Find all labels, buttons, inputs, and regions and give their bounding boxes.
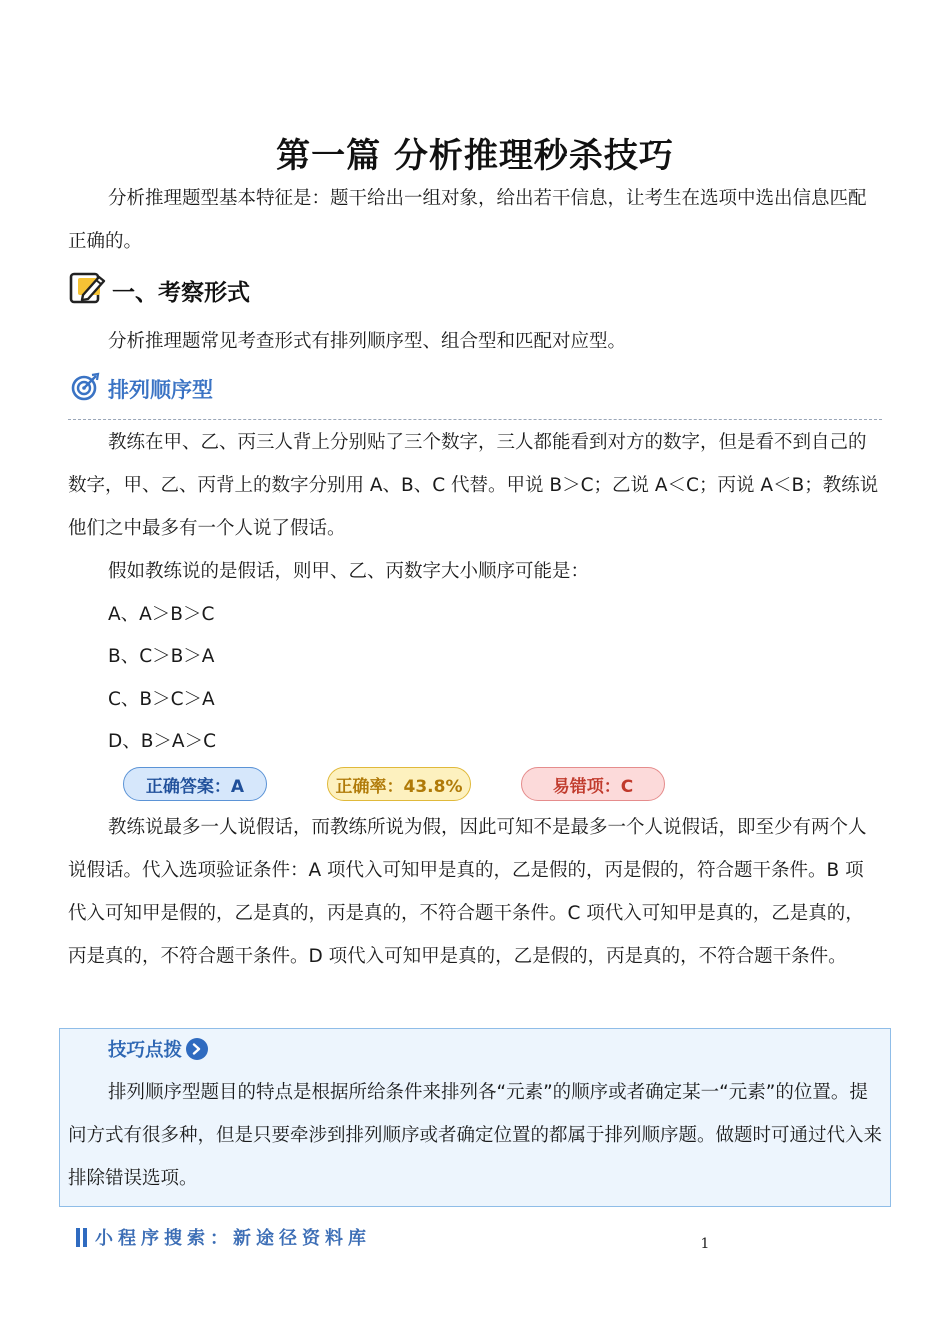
footer-note: [76, 1224, 371, 1250]
common-error-badge: 易错项：C: [521, 767, 665, 801]
subsection-heading-text: 排列顺序型: [108, 378, 213, 402]
dashed-divider: [68, 419, 882, 420]
section-heading: [68, 270, 250, 310]
footer-text: 小程序搜索：新途径资料库: [95, 1228, 371, 1249]
option-c: C、B＞C＞A: [108, 689, 215, 710]
correct-answer-badge: 正确答案：A: [123, 767, 267, 801]
option-b: B、C＞B＞A: [108, 646, 215, 667]
tip-heading-text: 技巧点拨: [108, 1040, 183, 1061]
section-heading-text: 一、考察形式: [112, 279, 250, 306]
chevron-right-circle-icon: [186, 1038, 208, 1060]
explanation-paragraph: 教练说最多一人说假话，而教练所说为假，因此可知不是最多一个人说假话，即至少有两个人说假话。代入选项验证条件：A 项代入可知甲是真的，乙是假的，丙是假的，符合题干条件。B 项代入可知甲是假的，乙是真的，丙是真的，不符合题干条件。C 项代入可知甲是真的，乙是真的，丙是真的，不符合题干条件。D 项代入可知甲是真的，乙是假的，丙是真的，不符合题干条件。: [68, 817, 867, 967]
option-a: A、A＞B＞C: [108, 604, 215, 625]
bar-marker-icon: [76, 1228, 87, 1247]
tip-heading: [108, 1036, 208, 1062]
intro-paragraph: 分析推理题型基本特征是：题干给出一组对象，给出若干信息，让考生在选项中选出信息匹配正确的。: [68, 188, 867, 252]
question-prompt: 假如教练说的是假话，则甲、乙、丙数字大小顺序可能是：: [108, 561, 590, 582]
page-number: 1: [700, 1236, 710, 1252]
pencil-note-icon: [68, 269, 108, 311]
section-paragraph: 分析推理题常见考查形式有排列顺序型、组合型和匹配对应型。: [108, 331, 627, 352]
target-icon: [70, 372, 100, 406]
question-paragraph: 教练在甲、乙、丙三人背上分别贴了三个数字，三人都能看到对方的数字，但是看不到自己的数字，甲、乙、丙背上的数字分别用 A、B、C 代替。甲说 B＞C；乙说 A＜C；丙说 A＜B；教练说他们之中最多有一个人说了假话。: [68, 432, 879, 539]
subsection-heading: [70, 372, 213, 406]
correct-rate-badge: 正确率：43.8%: [327, 767, 471, 801]
tip-body: 排列顺序型题目的特点是根据所给条件来排列各“元素”的顺序或者确定某一“元素”的位置。提问方式有很多种，但是只要牵涉到排列顺序或者确定位置的都属于排列顺序题。做题时可通过代入来排除错误选项。: [68, 1082, 883, 1189]
option-d: D、B＞A＞C: [108, 731, 217, 752]
page-title: 第一篇 分析推理秒杀技巧: [276, 136, 674, 176]
